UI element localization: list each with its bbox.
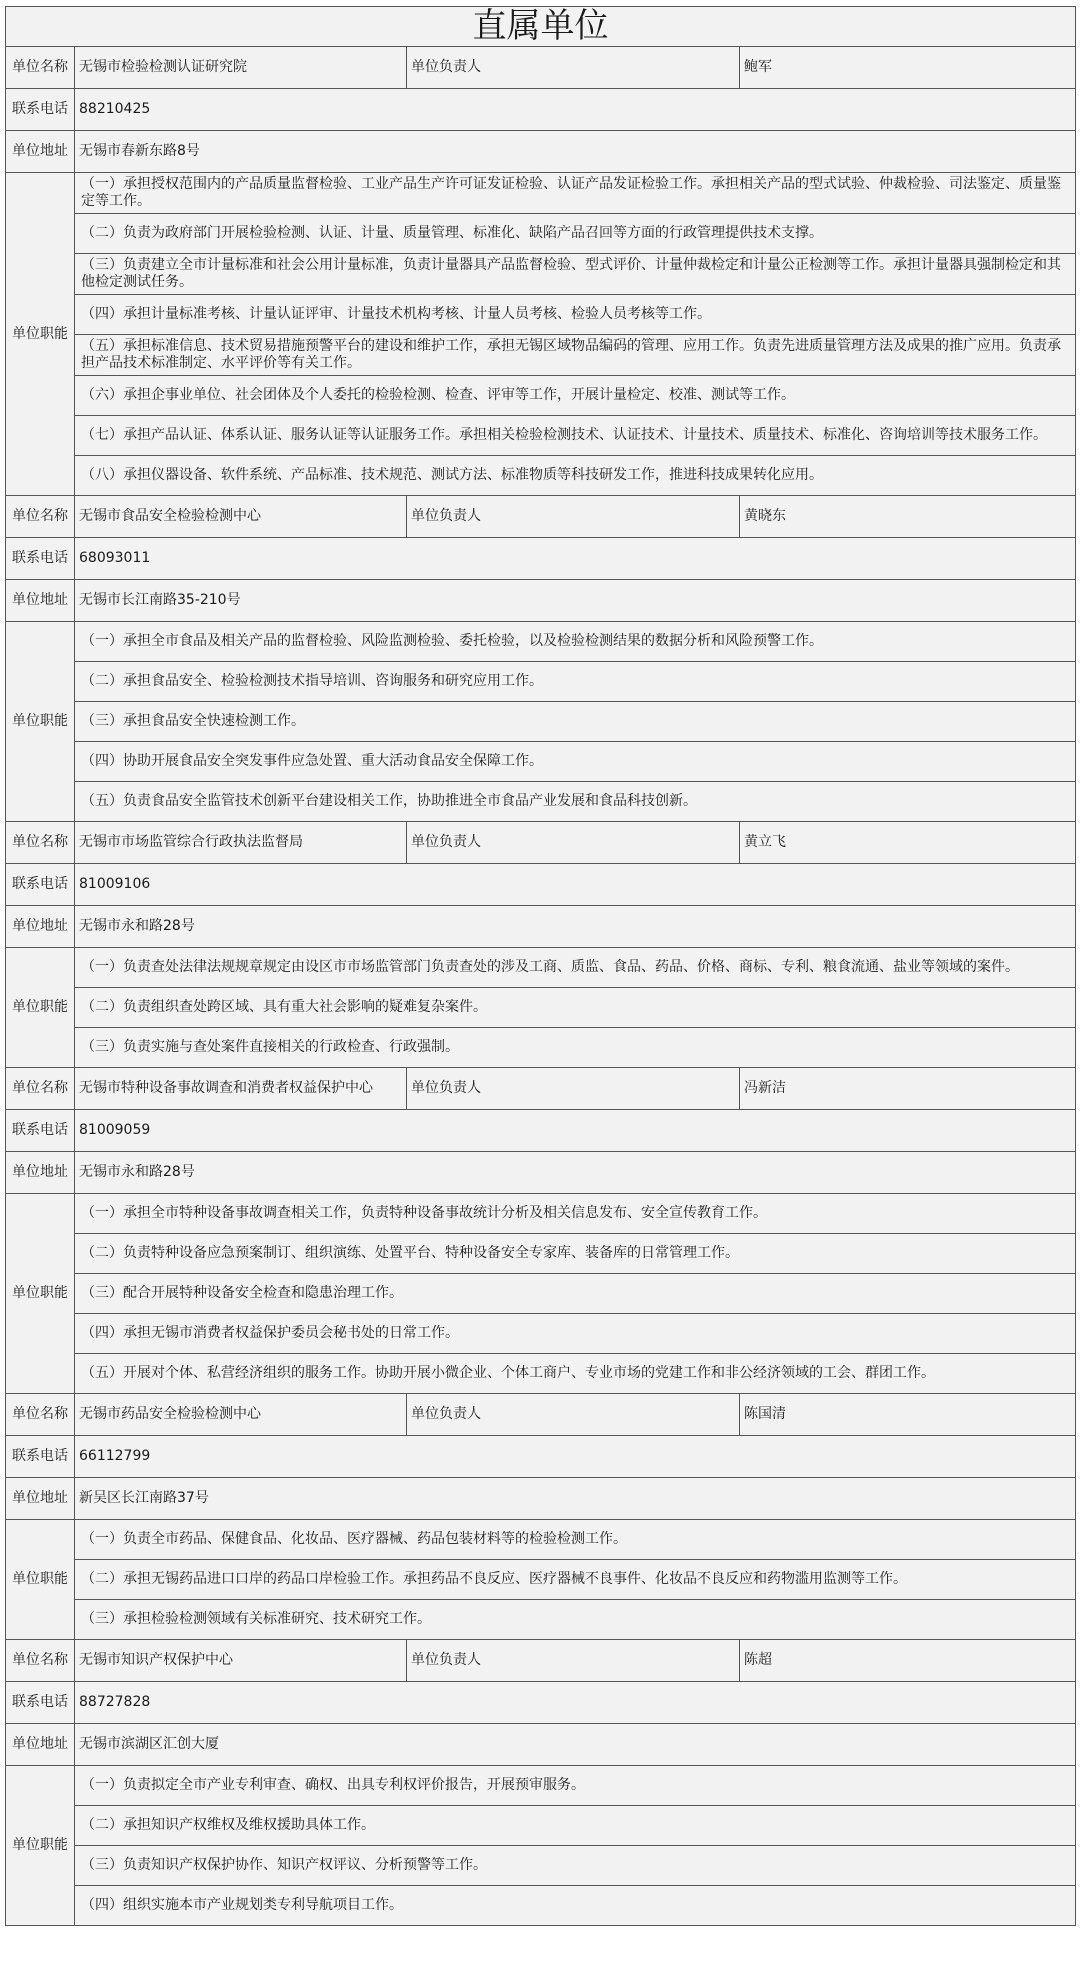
unit-name-label: 单位名称 — [6, 1068, 75, 1110]
unit-name-row — [6, 1394, 1076, 1436]
unit-address: 无锡市春新东路8号 — [75, 131, 1076, 173]
unit-address-row — [6, 1478, 1076, 1520]
unit-duty-item: （一）负责全市药品、保健食品、化妆品、医疗器械、药品包装材料等的检验检测工作。 — [75, 1520, 1076, 1560]
unit-name: 无锡市知识产权保护中心 — [75, 1640, 407, 1682]
unit-duties-label: 单位职能 — [6, 948, 75, 1068]
unit-duty-item: （三）负责知识产权保护协作、知识产权评议、分析预警等工作。 — [75, 1846, 1076, 1886]
unit-duty-row — [6, 1194, 1076, 1234]
unit-duty-row — [6, 295, 1076, 335]
unit-phone: 81009059 — [75, 1110, 1076, 1152]
unit-duty-item: （四）协助开展食品安全突发事件应急处置、重大活动食品安全保障工作。 — [75, 742, 1076, 782]
unit-address: 无锡市滨湖区汇创大厦 — [75, 1724, 1076, 1766]
unit-name: 无锡市药品安全检验检测中心 — [75, 1394, 407, 1436]
unit-duty-row — [6, 1806, 1076, 1846]
unit-duty-item: （三）配合开展特种设备安全检查和隐患治理工作。 — [75, 1274, 1076, 1314]
unit-phone-row — [6, 89, 1076, 131]
unit-duty-item: （一）承担全市特种设备事故调查相关工作，负责特种设备事故统计分析及相关信息发布、安全宣传教育工作。 — [75, 1194, 1076, 1234]
page-title: 直属单位 — [6, 7, 1076, 47]
unit-address: 新吴区长江南路37号 — [75, 1478, 1076, 1520]
unit-name-label: 单位名称 — [6, 1640, 75, 1682]
unit-duty-row — [6, 376, 1076, 416]
unit-duty-row — [6, 173, 1076, 214]
unit-name-label: 单位名称 — [6, 1394, 75, 1436]
unit-head: 陈国清 — [740, 1394, 1076, 1436]
unit-duties-label: 单位职能 — [6, 1520, 75, 1640]
unit-duty-row — [6, 214, 1076, 254]
unit-phone-row — [6, 1436, 1076, 1478]
units-table — [5, 6, 1076, 1926]
unit-duty-row — [6, 1766, 1076, 1806]
unit-head-label: 单位负责人 — [407, 496, 740, 538]
unit-address-label: 单位地址 — [6, 906, 75, 948]
unit-duty-row — [6, 1274, 1076, 1314]
unit-duty-item: （三）承担食品安全快速检测工作。 — [75, 702, 1076, 742]
unit-duty-item: （二）负责特种设备应急预案制订、组织演练、处置平台、特种设备安全专家库、装备库的日常管理工作。 — [75, 1234, 1076, 1274]
unit-name-row — [6, 1640, 1076, 1682]
unit-duty-item: （三）负责实施与查处案件直接相关的行政检查、行政强制。 — [75, 1028, 1076, 1068]
unit-sheet — [5, 6, 1075, 1926]
unit-phone-row — [6, 864, 1076, 906]
unit-phone-row — [6, 538, 1076, 580]
unit-address-label: 单位地址 — [6, 1724, 75, 1766]
unit-duty-row — [6, 1520, 1076, 1560]
unit-duty-item: （二）承担无锡药品进口口岸的药品口岸检验工作。承担药品不良反应、医疗器械不良事件、化妆品不良反应和药物滥用监测等工作。 — [75, 1560, 1076, 1600]
unit-duty-item: （五）开展对个体、私营经济组织的服务工作。协助开展小微企业、个体工商户、专业市场的党建工作和非公经济领域的工会、群团工作。 — [75, 1354, 1076, 1394]
unit-duties-label: 单位职能 — [6, 1194, 75, 1394]
unit-name-row — [6, 822, 1076, 864]
unit-duty-item: （一）承担授权范围内的产品质量监督检验、工业产品生产许可证发证检验、认证产品发证检验工作。承担相关产品的型式试验、仲裁检验、司法鉴定、质量鉴定等工作。 — [75, 173, 1076, 214]
unit-duty-item: （二）承担食品安全、检验检测技术指导培训、咨询服务和研究应用工作。 — [75, 662, 1076, 702]
unit-name: 无锡市食品安全检验检测中心 — [75, 496, 407, 538]
unit-duty-row — [6, 702, 1076, 742]
unit-duty-item: （三）负责建立全市计量标准和社会公用计量标准，负责计量器具产品监督检验、型式评价、计量仲裁检定和计量公正检测等工作。承担计量器具强制检定和其他检定测试任务。 — [75, 254, 1076, 295]
unit-phone: 88727828 — [75, 1682, 1076, 1724]
unit-address-row — [6, 1152, 1076, 1194]
unit-head-label: 单位负责人 — [407, 1394, 740, 1436]
unit-address-row — [6, 1724, 1076, 1766]
unit-name: 无锡市检验检测认证研究院 — [75, 47, 407, 89]
unit-duties-label: 单位职能 — [6, 1766, 75, 1926]
unit-duty-item: （一）负责拟定全市产业专利审查、确权、出具专利权评价报告，开展预审服务。 — [75, 1766, 1076, 1806]
unit-name-label: 单位名称 — [6, 47, 75, 89]
unit-duty-item: （二）负责组织查处跨区域、具有重大社会影响的疑难复杂案件。 — [75, 988, 1076, 1028]
unit-duty-item: （四）承担计量标准考核、计量认证评审、计量技术机构考核、计量人员考核、检验人员考核等工作。 — [75, 295, 1076, 335]
unit-duty-row — [6, 1314, 1076, 1354]
unit-name-row — [6, 1068, 1076, 1110]
unit-head: 鲍军 — [740, 47, 1076, 89]
unit-name: 无锡市特种设备事故调查和消费者权益保护中心 — [75, 1068, 407, 1110]
unit-name-row — [6, 47, 1076, 89]
unit-duty-row — [6, 1600, 1076, 1640]
unit-duty-item: （八）承担仪器设备、软件系统、产品标准、技术规范、测试方法、标准物质等科技研发工作，推进科技成果转化应用。 — [75, 456, 1076, 496]
unit-duty-row — [6, 742, 1076, 782]
unit-duty-row — [6, 1028, 1076, 1068]
unit-address: 无锡市永和路28号 — [75, 906, 1076, 948]
unit-phone-label: 联系电话 — [6, 1110, 75, 1152]
unit-duty-row — [6, 416, 1076, 456]
unit-phone-label: 联系电话 — [6, 1682, 75, 1724]
unit-phone: 68093011 — [75, 538, 1076, 580]
unit-head-label: 单位负责人 — [407, 1068, 740, 1110]
unit-duty-row — [6, 662, 1076, 702]
unit-duty-item: （四）组织实施本市产业规划类专利导航项目工作。 — [75, 1886, 1076, 1926]
unit-duty-item: （五）负责食品安全监管技术创新平台建设相关工作，协助推进全市食品产业发展和食品科技创新。 — [75, 782, 1076, 822]
unit-duty-row — [6, 782, 1076, 822]
unit-duty-row — [6, 456, 1076, 496]
unit-address-label: 单位地址 — [6, 1152, 75, 1194]
unit-head: 陈超 — [740, 1640, 1076, 1682]
unit-duty-item: （四）承担无锡市消费者权益保护委员会秘书处的日常工作。 — [75, 1314, 1076, 1354]
unit-address-row — [6, 906, 1076, 948]
unit-address-row — [6, 131, 1076, 173]
unit-phone: 88210425 — [75, 89, 1076, 131]
unit-duty-row — [6, 1886, 1076, 1926]
unit-duty-row — [6, 335, 1076, 376]
unit-address-row — [6, 580, 1076, 622]
unit-duties-label: 单位职能 — [6, 622, 75, 822]
unit-duty-item: （六）承担企事业单位、社会团体及个人委托的检验检测、检查、评审等工作，开展计量检定、校准、测试等工作。 — [75, 376, 1076, 416]
unit-duty-row — [6, 948, 1076, 988]
unit-phone-label: 联系电话 — [6, 864, 75, 906]
unit-address-label: 单位地址 — [6, 580, 75, 622]
unit-address: 无锡市长江南路35-210号 — [75, 580, 1076, 622]
unit-duty-item: （三）承担检验检测领域有关标准研究、技术研究工作。 — [75, 1600, 1076, 1640]
unit-duty-row — [6, 1846, 1076, 1886]
unit-name-label: 单位名称 — [6, 822, 75, 864]
unit-head: 冯新洁 — [740, 1068, 1076, 1110]
unit-duty-item: （七）承担产品认证、体系认证、服务认证等认证服务工作。承担相关检验检测技术、认证技术、计量技术、质量技术、标准化、咨询培训等技术服务工作。 — [75, 416, 1076, 456]
unit-phone-label: 联系电话 — [6, 89, 75, 131]
unit-name-row — [6, 496, 1076, 538]
unit-name: 无锡市市场监管综合行政执法监督局 — [75, 822, 407, 864]
unit-head: 黄晓东 — [740, 496, 1076, 538]
unit-duty-item: （二）承担知识产权维权及维权援助具体工作。 — [75, 1806, 1076, 1846]
unit-duty-item: （一）承担全市食品及相关产品的监督检验、风险监测检验、委托检验，以及检验检测结果的数据分析和风险预警工作。 — [75, 622, 1076, 662]
unit-phone-label: 联系电话 — [6, 1436, 75, 1478]
unit-head: 黄立飞 — [740, 822, 1076, 864]
unit-address: 无锡市永和路28号 — [75, 1152, 1076, 1194]
unit-head-label: 单位负责人 — [407, 47, 740, 89]
unit-address-label: 单位地址 — [6, 131, 75, 173]
unit-duties-label: 单位职能 — [6, 173, 75, 496]
unit-duty-row — [6, 254, 1076, 295]
unit-name-label: 单位名称 — [6, 496, 75, 538]
unit-phone-label: 联系电话 — [6, 538, 75, 580]
unit-duty-row — [6, 1354, 1076, 1394]
unit-head-label: 单位负责人 — [407, 1640, 740, 1682]
unit-phone: 81009106 — [75, 864, 1076, 906]
unit-phone: 66112799 — [75, 1436, 1076, 1478]
unit-phone-row — [6, 1682, 1076, 1724]
unit-duty-item: （一）负责查处法律法规规章规定由设区市市场监管部门负责查处的涉及工商、质监、食品、药品、价格、商标、专利、粮食流通、盐业等领域的案件。 — [75, 948, 1076, 988]
unit-duty-row — [6, 622, 1076, 662]
unit-head-label: 单位负责人 — [407, 822, 740, 864]
unit-duty-row — [6, 988, 1076, 1028]
unit-duty-row — [6, 1234, 1076, 1274]
unit-duty-row — [6, 1560, 1076, 1600]
unit-address-label: 单位地址 — [6, 1478, 75, 1520]
unit-duty-item: （五）承担标准信息、技术贸易措施预警平台的建设和维护工作，承担无锡区域物品编码的管理、应用工作。负责先进质量管理方法及成果的推广应用。负责承担产品技术标准制定、水平评价等有关工作。 — [75, 335, 1076, 376]
unit-duty-item: （二）负责为政府部门开展检验检测、认证、计量、质量管理、标准化、缺陷产品召回等方面的行政管理提供技术支撑。 — [75, 214, 1076, 254]
unit-phone-row — [6, 1110, 1076, 1152]
